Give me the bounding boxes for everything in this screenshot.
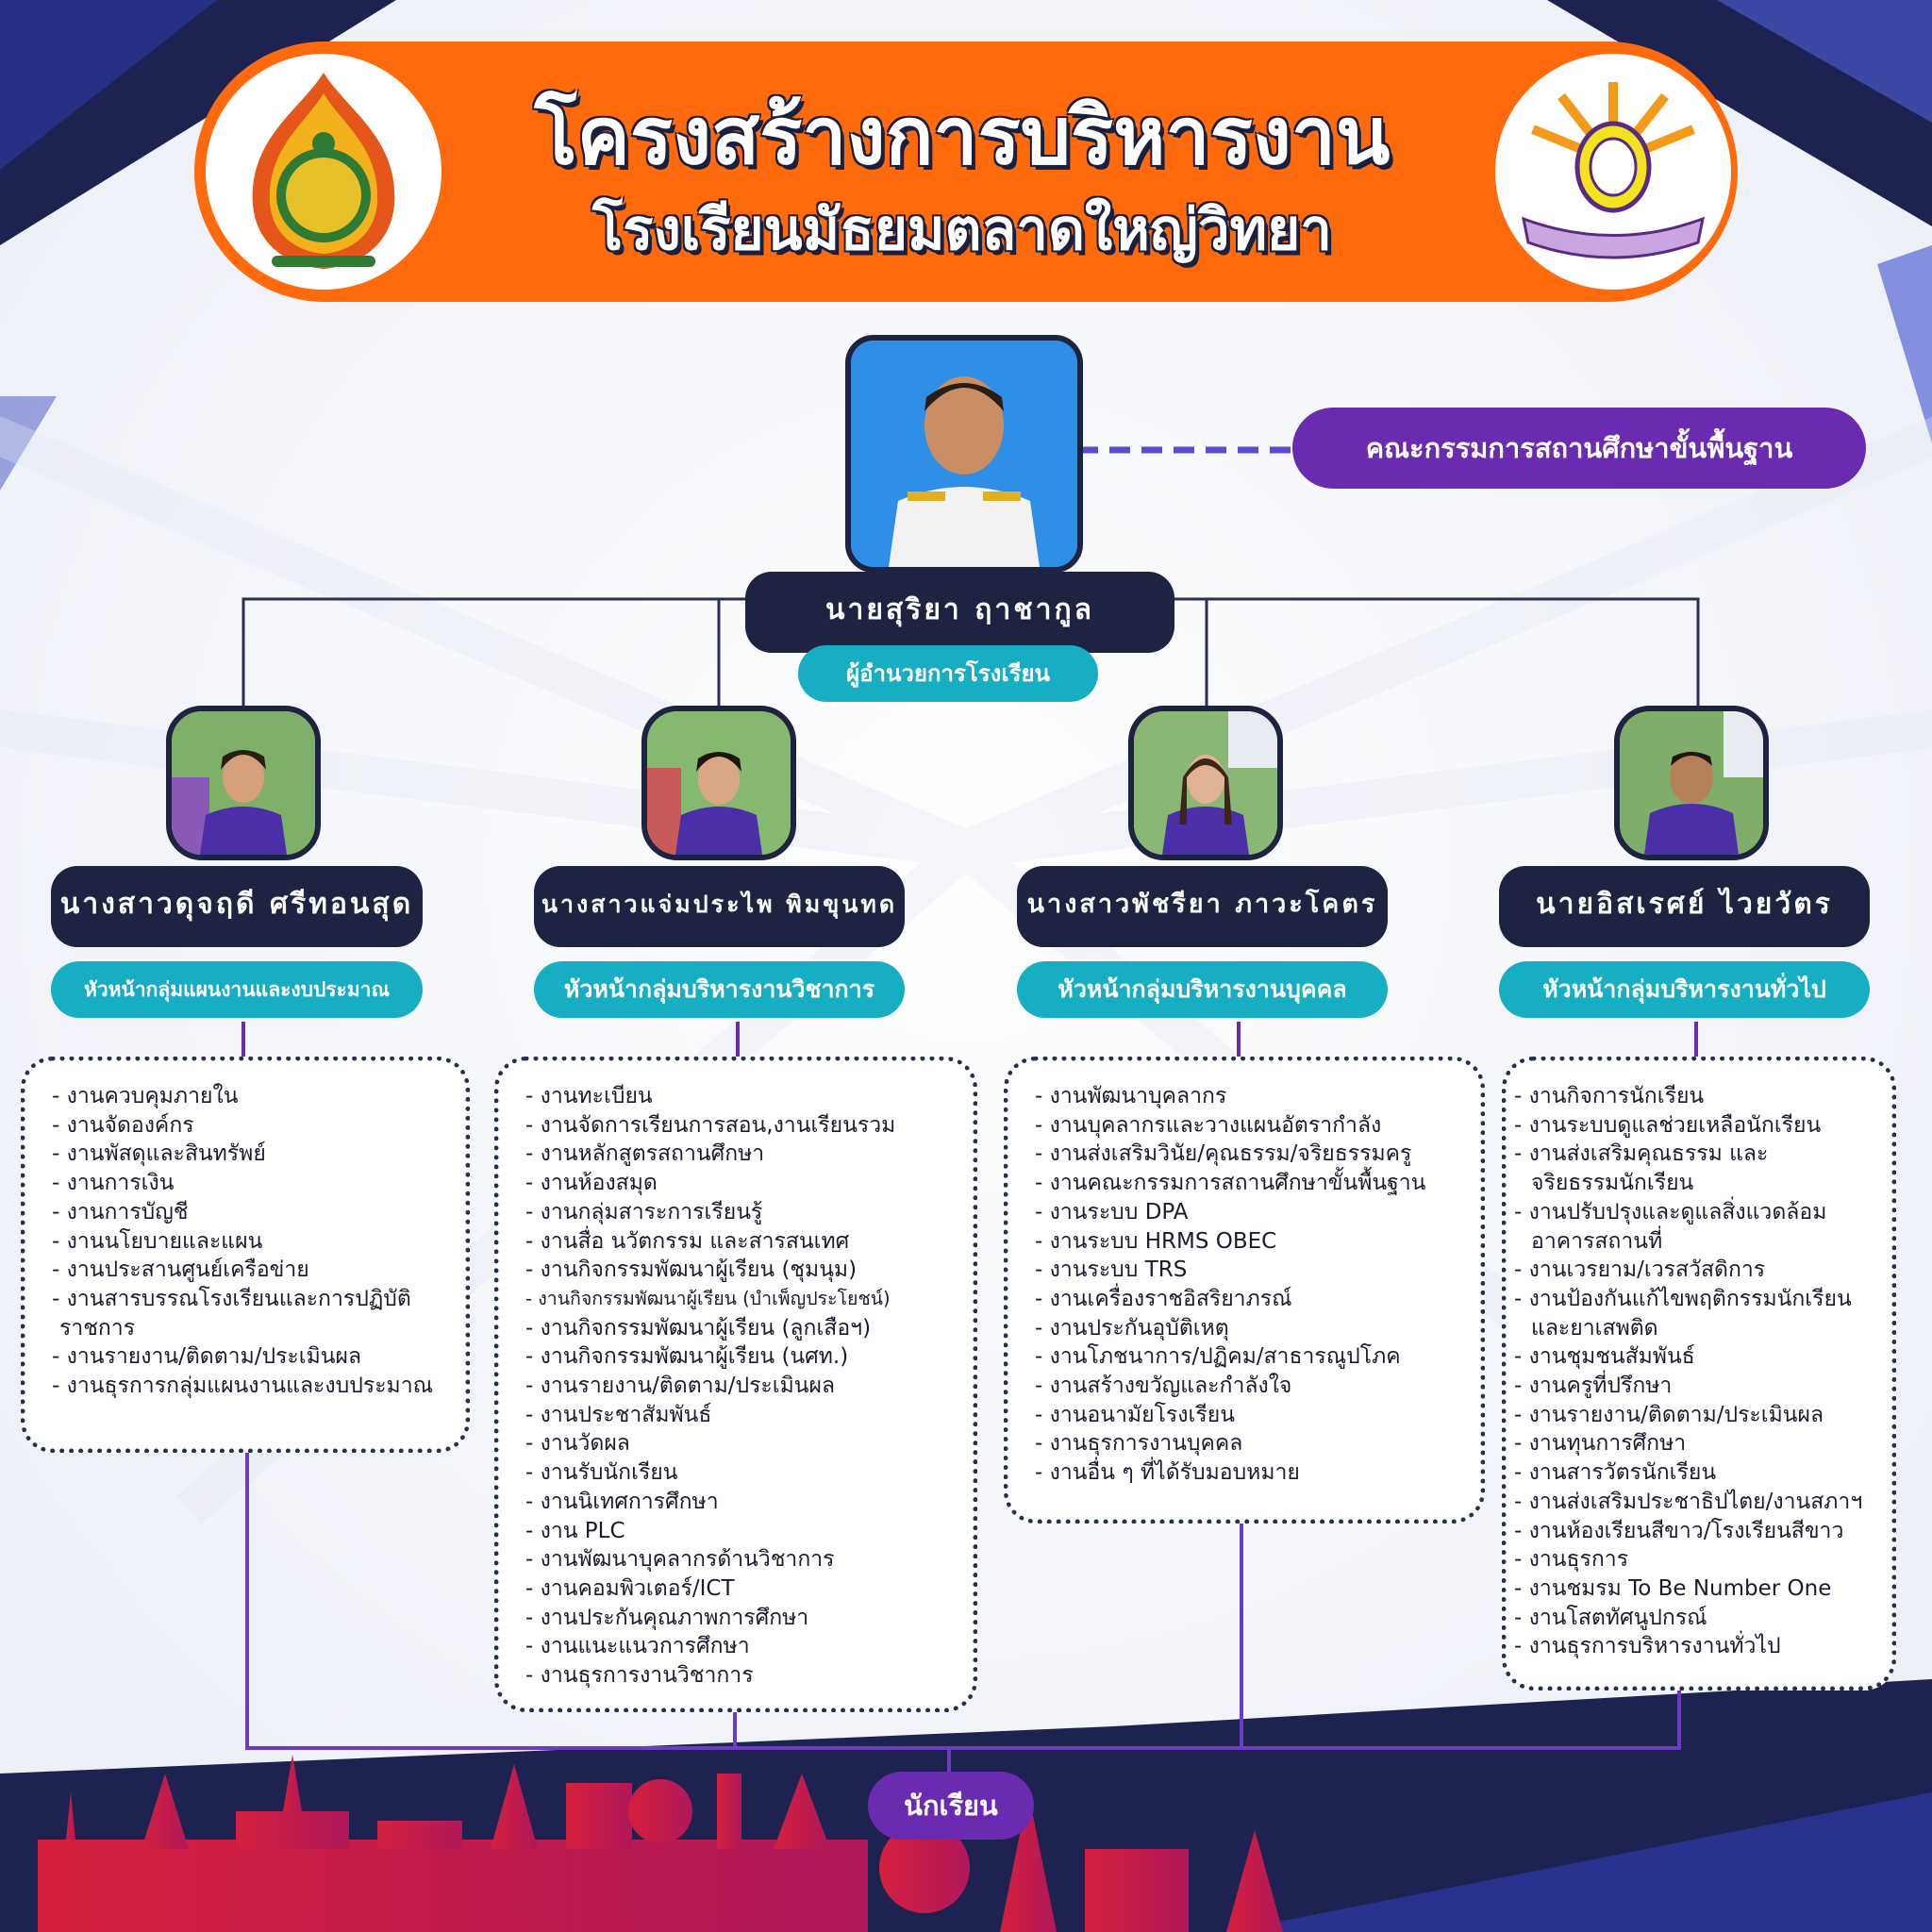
group-head-name: นางสาวพัชรียา ภาวะโคตร	[1017, 866, 1388, 947]
task-item: - งานธุรการบริหารงานทั่วไป	[1514, 1634, 1781, 1659]
obec-emblem-logo	[206, 54, 441, 290]
task-item: - งานพัฒนาบุคลากร	[1035, 1084, 1227, 1108]
group-head-name: นายอิสเรศย์ ไวยวัตร	[1499, 866, 1870, 947]
school-name: โรงเรียนมัธยมตลาดใหญ่วิทยา	[592, 197, 1332, 263]
task-item: - งานนิเทศการศึกษา	[525, 1489, 719, 1514]
task-item: - งานชมรม To Be Number One	[1514, 1575, 1832, 1601]
task-item: - งานพัฒนาบุคลากรด้านวิชาการ	[525, 1547, 835, 1573]
task-item: - งานการบัญชี	[52, 1199, 189, 1224]
task-item: - งานโภชนาการ/ปฏิคม/สาธารณูปโภค	[1035, 1344, 1401, 1370]
task-item: - งานระบบ HRMS OBEC	[1035, 1228, 1277, 1254]
group-position-badge: หัวหน้ากลุ่มแผนงานและงบประมาณ	[51, 961, 423, 1018]
task-item: จริยธรรมนักเรียน	[1531, 1171, 1694, 1196]
task-item: - งานห้องเรียนสีขาว/โรงเรียนสีขาว	[1514, 1518, 1844, 1543]
group-task-box	[1502, 1057, 1896, 1690]
task-item: - งานธุรการงานวิชาการ	[525, 1663, 754, 1689]
task-item: - งานคณะกรรมการสถานศึกษาขั้นพื้นฐาน	[1035, 1171, 1426, 1196]
task-list	[1035, 1082, 1480, 1488]
task-item: - งานคอมพิวเตอร์/ICT	[525, 1575, 735, 1601]
director-name: นายสุริยา ฤาชากูล	[745, 572, 1174, 653]
group-position-badge: หัวหน้ากลุ่มบริหารงานบุคคล	[1017, 961, 1388, 1018]
task-item: - งานกิจกรรมพัฒนาผู้เรียน (บำเพ็ญประโยชน์)	[525, 1287, 891, 1309]
task-item: - งานบุคลากรและวางแผนอัตรากำลัง	[1035, 1112, 1382, 1138]
group-task-box	[21, 1057, 470, 1453]
group-head-photo	[641, 706, 796, 860]
task-item: - งานชุมชนสัมพันธ์	[1514, 1344, 1695, 1370]
task-item: - งานธุรการงานบุคคล	[1035, 1431, 1243, 1457]
task-item: - งานรับนักเรียน	[525, 1460, 678, 1486]
task-item: - งานหลักสูตรสถานศึกษา	[525, 1141, 765, 1167]
task-item: - งานครูที่ปรึกษา	[1514, 1374, 1673, 1399]
task-item: - งาน PLC	[525, 1518, 625, 1543]
group-head-name: นางสาวแจ่มประไพ พิมขุนทด	[534, 866, 905, 947]
task-item: - งานอื่น ๆ ที่ได้รับมอบหมาย	[1035, 1460, 1300, 1486]
task-item: - งานเวรยาม/เวรสวัสดิการ	[1514, 1257, 1766, 1283]
task-item: - งานเครื่องราชอิสริยาภรณ์	[1035, 1286, 1292, 1311]
task-list	[1514, 1082, 1891, 1661]
task-item: - งานพัสดุและสินทรัพย์	[52, 1141, 266, 1167]
task-item: - งานจัดองค์กร	[52, 1112, 194, 1138]
task-item: - งานระบบ DPA	[1035, 1199, 1189, 1224]
task-item: และยาเสพติด	[1531, 1315, 1658, 1341]
task-item: - งานห้องสมุด	[525, 1171, 658, 1196]
task-item: - งานกลุ่มสาระการเรียนรู้	[525, 1199, 763, 1224]
task-item: - งานสารบรรณโรงเรียนและการปฏิบัติ	[52, 1286, 411, 1311]
task-item: - งานประชาสัมพันธ์	[525, 1402, 712, 1427]
task-list	[52, 1082, 465, 1401]
task-item: - งานส่งเสริมประชาธิปไตย/งานสภาฯ	[1514, 1489, 1863, 1514]
group-head-photo	[166, 706, 321, 860]
task-item: - งานกิจกรรมพัฒนาผู้เรียน (นศท.)	[525, 1344, 849, 1370]
task-item: - งานสื่อ นวัตกรรม และสารสนเทศ	[525, 1228, 850, 1254]
task-item: - งานประกันคุณภาพการศึกษา	[525, 1605, 809, 1630]
task-item: ราชการ	[59, 1315, 136, 1341]
task-item: - งานนโยบายและแผน	[52, 1228, 263, 1254]
task-item: - งานธุรการ	[1514, 1547, 1629, 1573]
task-item: - งานส่งเสริมคุณธรรม และ	[1514, 1141, 1769, 1167]
task-item: - งานส่งเสริมวินัย/คุณธรรม/จริยธรรมครู	[1035, 1141, 1412, 1167]
task-item: - งานวัดผล	[525, 1431, 630, 1457]
task-item: - งานธุรการกลุ่มแผนงานและงบประมาณ	[52, 1374, 433, 1399]
group-position-badge: หัวหน้ากลุ่มบริหารงานทั่วไป	[1499, 961, 1870, 1018]
task-item: - งานกิจกรรมพัฒนาผู้เรียน (ลูกเสือฯ)	[525, 1315, 872, 1341]
task-item: - งานทุนการศึกษา	[1514, 1431, 1687, 1457]
task-item: - งานระบบ TRS	[1035, 1257, 1188, 1283]
task-item: - งานทะเบียน	[525, 1084, 653, 1108]
group-task-box	[494, 1057, 977, 1712]
students-badge: นักเรียน	[868, 1772, 1034, 1840]
group-position-badge: หัวหน้ากลุ่มบริหารงานวิชาการ	[534, 961, 905, 1018]
group-task-box	[1004, 1057, 1485, 1524]
task-item: - งานรายงาน/ติดตาม/ประเมินผล	[1514, 1402, 1824, 1427]
school-board-badge: คณะกรรมการสถานศึกษาขั้นพื้นฐาน	[1292, 408, 1866, 489]
task-item: - งานจัดการเรียนการสอน,งานเรียนรวม	[525, 1112, 896, 1138]
task-item: - งานประกันอุบัติเหตุ	[1035, 1315, 1229, 1341]
task-item: - งานป้องกันแก้ไขพฤติกรรมนักเรียน	[1514, 1286, 1852, 1311]
task-item: อาคารสถานที่	[1531, 1228, 1663, 1254]
page-title: โครงสร้างการบริหารงาน	[534, 90, 1391, 182]
group-head-photo	[1614, 706, 1769, 860]
task-item: - งานประสานศูนย์เครือข่าย	[52, 1257, 309, 1283]
director-position: ผู้อำนวยการโรงเรียน	[798, 645, 1098, 702]
task-item: - งานปรับปรุงและดูแลสิ่งแวดล้อม	[1514, 1199, 1827, 1224]
task-list	[525, 1082, 973, 1690]
task-item: - งานกิจการนักเรียน	[1514, 1084, 1705, 1108]
group-head-photo	[1128, 706, 1283, 860]
director-photo	[845, 335, 1083, 573]
task-item: - งานรายงาน/ติดตาม/ประเมินผล	[52, 1344, 362, 1370]
group-head-name: นางสาวดุจฤดี ศรีทอนสุด	[51, 866, 423, 947]
task-item: - งานรายงาน/ติดตาม/ประเมินผล	[525, 1374, 836, 1399]
task-item: - งานการเงิน	[52, 1171, 175, 1196]
task-item: - งานสารวัตรนักเรียน	[1514, 1460, 1717, 1486]
task-item: - งานอนามัยโรงเรียน	[1035, 1402, 1235, 1427]
task-item: - งานแนะแนวการศึกษา	[525, 1634, 750, 1659]
task-item: - งานโสตทัศนูปกรณ์	[1514, 1605, 1707, 1630]
school-emblem-logo	[1495, 54, 1731, 290]
task-item: - งานควบคุมภายใน	[52, 1084, 239, 1108]
task-item: - งานสร้างขวัญและกำลังใจ	[1035, 1374, 1292, 1399]
task-item: - งานกิจกรรมพัฒนาผู้เรียน (ชุมนุม)	[525, 1257, 858, 1283]
task-item: - งานระบบดูแลช่วยเหลือนักเรียน	[1514, 1112, 1822, 1138]
